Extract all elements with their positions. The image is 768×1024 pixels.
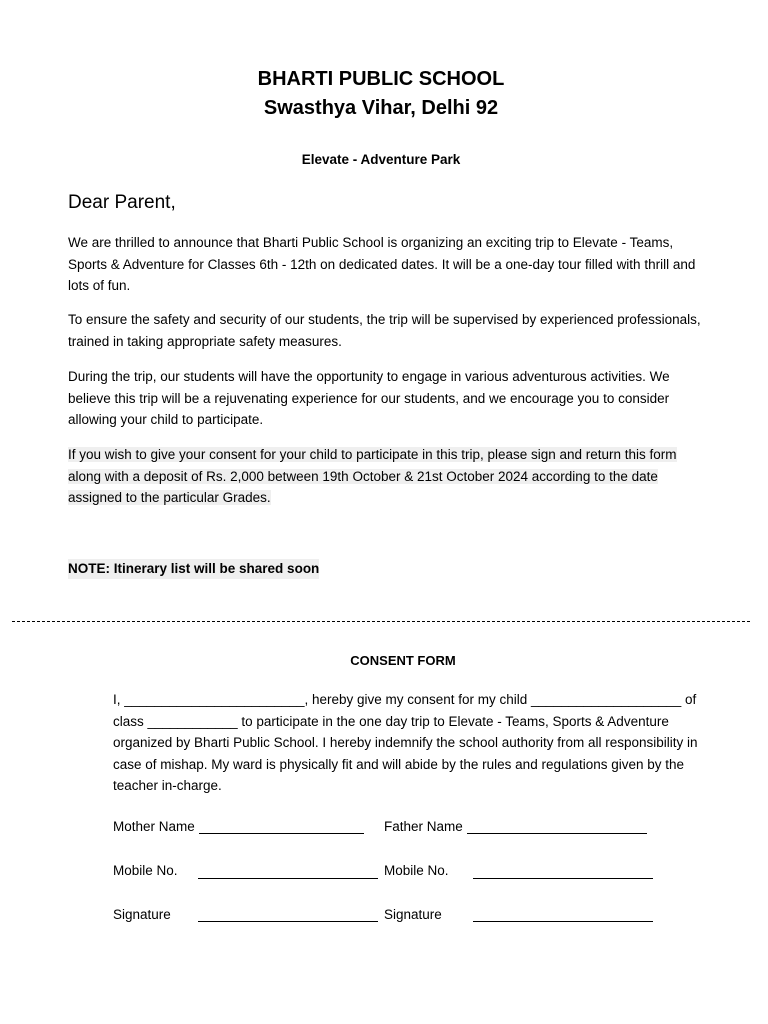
mother-signature-label: Signature [113,907,171,922]
mother-name-label: Mother Name [113,819,195,834]
father-name-field[interactable] [467,833,647,834]
cut-line [12,621,750,622]
school-name: BHARTI PUBLIC SCHOOL [257,68,505,90]
letter-paragraph-1: We are thrilled to announce that Bharti Public School is organizing an exciting trip to Elevate - Teams, Sports & Adventure for Classes 6th - 12th on dedicated dates. It will be a one-day tour filled with thrill and lots of fun. [68,235,696,294]
father-name-label: Father Name [384,819,463,834]
father-signature-field[interactable] [473,921,653,922]
consent-instructions-paragraph [68,444,708,509]
mother-mobile-label: Mobile No. [113,863,178,878]
consent-form-title: CONSENT FORM [350,653,456,668]
father-mobile-field[interactable] [473,878,653,879]
mother-mobile-field[interactable] [198,878,378,879]
salutation: Dear Parent, [68,192,176,213]
mother-name-field[interactable] [199,833,364,834]
school-address: Swasthya Vihar, Delhi 92 [263,97,499,119]
father-mobile-label: Mobile No. [384,863,449,878]
mother-signature-field[interactable] [198,921,378,922]
itinerary-note: NOTE: Itinerary list will be shared soon [68,559,319,579]
consent-instructions-text: If you wish to give your consent for your child to participate in this trip, please sign and return this form along with a deposit of Rs. 2,000 between 19th October & 21st October 2024 according to the date assigned to the particular Grades. [68,447,677,506]
letter-paragraph-3: During the trip, our students will have the opportunity to engage in various adventurous activities. We believe this trip will be a rejuvenating experience for our students, and we encourage you to consider allowing your child to participate. [68,369,670,428]
letter-paragraph-2: To ensure the safety and security of our students, the trip will be supervised by experienced professionals, trained in taking appropriate safety measures. [68,312,701,349]
event-title: Elevate - Adventure Park [301,152,461,167]
consent-statement: I, ________________________, hereby give my consent for my child ____________________ of class ____________ to participate in the one day trip to Elevate - Teams, Sports & Adventure organized by Bharti Public School. I hereby indemnify the school authority from all responsibility in case of mishap. My ward is physically fit and will abide by the rules and regulations given by the teacher in-charge. [113,692,698,794]
father-signature-label: Signature [384,907,442,922]
